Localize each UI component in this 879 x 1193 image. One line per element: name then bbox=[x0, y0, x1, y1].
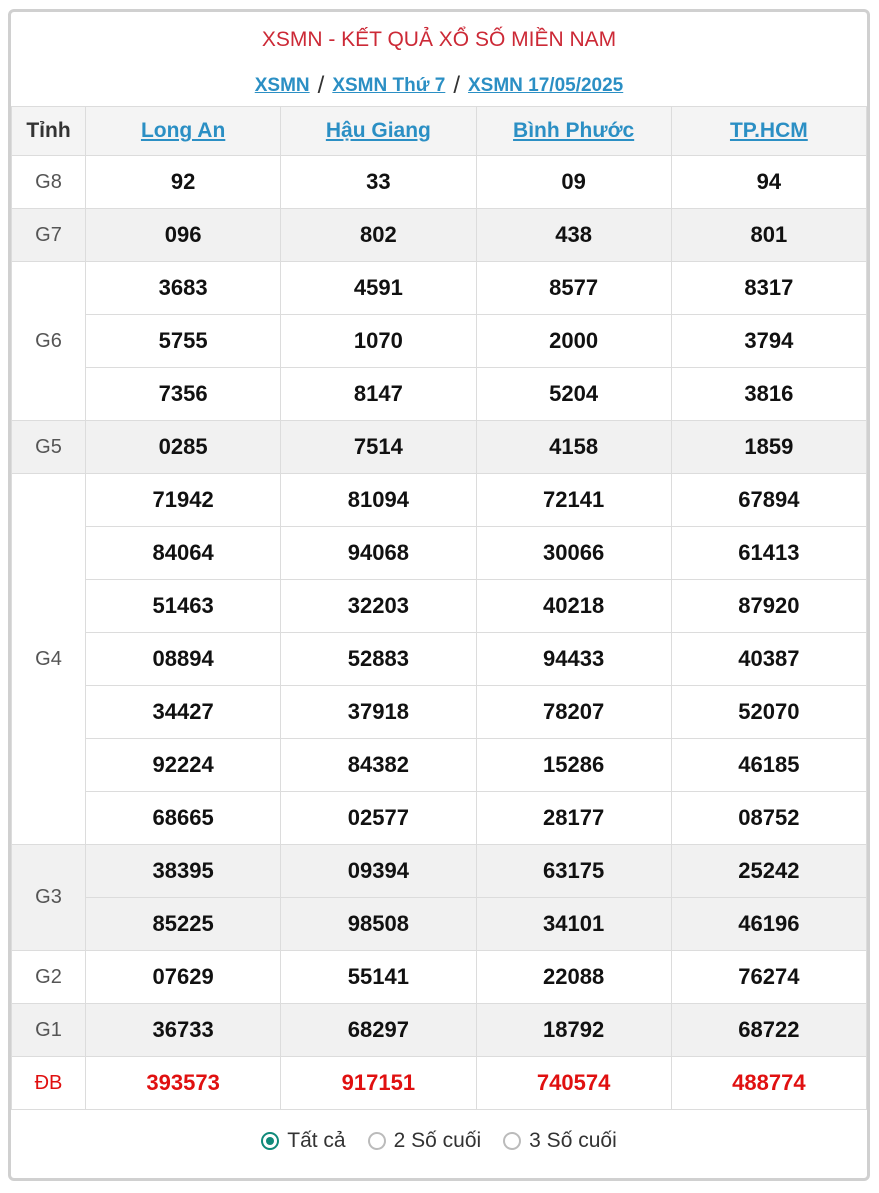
prize-label: G1 bbox=[12, 1004, 86, 1057]
prize-label: G4 bbox=[12, 474, 86, 845]
prize-number: 37918 bbox=[281, 686, 476, 739]
prize-number: 3816 bbox=[671, 368, 866, 421]
table-row bbox=[12, 421, 867, 474]
prize-number: 72141 bbox=[476, 474, 671, 527]
prize-number: 87920 bbox=[671, 580, 866, 633]
prize-number: 84382 bbox=[281, 739, 476, 792]
prize-number: 28177 bbox=[476, 792, 671, 845]
prize-number: 32203 bbox=[281, 580, 476, 633]
prize-label: G3 bbox=[12, 845, 86, 951]
prize-number: 5204 bbox=[476, 368, 671, 421]
prize-number: 8147 bbox=[281, 368, 476, 421]
digit-filter bbox=[11, 1110, 867, 1172]
prize-number: 85225 bbox=[86, 898, 281, 951]
prize-number: 51463 bbox=[86, 580, 281, 633]
prize-number: 4591 bbox=[281, 262, 476, 315]
breadcrumb-date-link[interactable]: XSMN 17/05/2025 bbox=[467, 75, 624, 96]
prize-number: 34427 bbox=[86, 686, 281, 739]
filter-option-last-3[interactable] bbox=[503, 1129, 617, 1153]
table-row bbox=[12, 845, 867, 898]
prize-number: 55141 bbox=[281, 951, 476, 1004]
prize-number: 3683 bbox=[86, 262, 281, 315]
province-header-binh-phuoc bbox=[476, 107, 671, 156]
prize-number: 68297 bbox=[281, 1004, 476, 1057]
prize-number: 7356 bbox=[86, 368, 281, 421]
radio-selected-icon[interactable] bbox=[261, 1132, 279, 1150]
prize-number: 22088 bbox=[476, 951, 671, 1004]
prize-number: 801 bbox=[671, 209, 866, 262]
table-row bbox=[12, 580, 867, 633]
prize-number: 1070 bbox=[281, 315, 476, 368]
prize-number: 0285 bbox=[86, 421, 281, 474]
prize-number: 3794 bbox=[671, 315, 866, 368]
table-row bbox=[12, 368, 867, 421]
filter-label: Tất cả bbox=[287, 1129, 346, 1152]
province-column-header: Tỉnh bbox=[12, 107, 86, 156]
prize-number: 76274 bbox=[671, 951, 866, 1004]
prize-number: 1859 bbox=[671, 421, 866, 474]
prize-number: 38395 bbox=[86, 845, 281, 898]
province-header-long-an bbox=[86, 107, 281, 156]
table-row bbox=[12, 527, 867, 580]
prize-number: 94 bbox=[671, 156, 866, 209]
prize-number: 40387 bbox=[671, 633, 866, 686]
prize-number: 096 bbox=[86, 209, 281, 262]
prize-number: 802 bbox=[281, 209, 476, 262]
prize-number: 02577 bbox=[281, 792, 476, 845]
radio-icon[interactable] bbox=[503, 1132, 521, 1150]
prize-number: 81094 bbox=[281, 474, 476, 527]
prize-number: 09 bbox=[476, 156, 671, 209]
province-header-tphcm bbox=[671, 107, 866, 156]
prize-label: G8 bbox=[12, 156, 86, 209]
prize-number: 438 bbox=[476, 209, 671, 262]
breadcrumb-separator: / bbox=[453, 72, 460, 99]
prize-label: G2 bbox=[12, 951, 86, 1004]
special-prize-number: 740574 bbox=[476, 1057, 671, 1110]
prize-number: 67894 bbox=[671, 474, 866, 527]
special-prize-number: 488774 bbox=[671, 1057, 866, 1110]
prize-number: 5755 bbox=[86, 315, 281, 368]
breadcrumb-xsmn-link[interactable]: XSMN bbox=[254, 75, 310, 96]
prize-label: G6 bbox=[12, 262, 86, 421]
prize-number: 34101 bbox=[476, 898, 671, 951]
prize-label: G7 bbox=[12, 209, 86, 262]
province-link[interactable]: Long An bbox=[140, 119, 226, 142]
prize-number: 36733 bbox=[86, 1004, 281, 1057]
table-row bbox=[12, 209, 867, 262]
prize-number: 09394 bbox=[281, 845, 476, 898]
prize-number: 15286 bbox=[476, 739, 671, 792]
filter-option-all[interactable] bbox=[261, 1129, 345, 1153]
prize-number: 46196 bbox=[671, 898, 866, 951]
prize-number: 30066 bbox=[476, 527, 671, 580]
province-link[interactable]: Hậu Giang bbox=[325, 119, 431, 142]
filter-option-last-2[interactable] bbox=[368, 1129, 482, 1153]
prize-number: 52070 bbox=[671, 686, 866, 739]
prize-number: 08752 bbox=[671, 792, 866, 845]
prize-number: 61413 bbox=[671, 527, 866, 580]
table-row bbox=[12, 156, 867, 209]
prize-number: 4158 bbox=[476, 421, 671, 474]
breadcrumb bbox=[11, 68, 867, 106]
prize-number: 8317 bbox=[671, 262, 866, 315]
prize-number: 18792 bbox=[476, 1004, 671, 1057]
prize-number: 68665 bbox=[86, 792, 281, 845]
prize-number: 08894 bbox=[86, 633, 281, 686]
table-row bbox=[12, 633, 867, 686]
prize-number: 07629 bbox=[86, 951, 281, 1004]
prize-number: 52883 bbox=[281, 633, 476, 686]
table-header-row bbox=[12, 107, 867, 156]
table-row bbox=[12, 262, 867, 315]
prize-number: 71942 bbox=[86, 474, 281, 527]
special-prize-number: 917151 bbox=[281, 1057, 476, 1110]
prize-number: 46185 bbox=[671, 739, 866, 792]
prize-number: 94068 bbox=[281, 527, 476, 580]
province-header-hau-giang bbox=[281, 107, 476, 156]
prize-number: 98508 bbox=[281, 898, 476, 951]
table-row bbox=[12, 792, 867, 845]
prize-number: 40218 bbox=[476, 580, 671, 633]
table-row bbox=[12, 739, 867, 792]
breadcrumb-weekday-link[interactable]: XSMN Thứ 7 bbox=[332, 75, 446, 96]
prize-label: G5 bbox=[12, 421, 86, 474]
results-card bbox=[8, 9, 870, 1181]
prize-number: 92 bbox=[86, 156, 281, 209]
table-row bbox=[12, 898, 867, 951]
prize-label: ĐB bbox=[12, 1057, 86, 1110]
radio-icon[interactable] bbox=[368, 1132, 386, 1150]
breadcrumb-separator: / bbox=[317, 72, 325, 99]
table-row bbox=[12, 686, 867, 739]
prize-number: 25242 bbox=[671, 845, 866, 898]
special-prize-number: 393573 bbox=[86, 1057, 281, 1110]
prize-number: 7514 bbox=[281, 421, 476, 474]
prize-number: 8577 bbox=[476, 262, 671, 315]
filter-label: 3 Số cuối bbox=[529, 1129, 617, 1152]
table-row bbox=[12, 951, 867, 1004]
prize-number: 84064 bbox=[86, 527, 281, 580]
province-link[interactable]: TP.HCM bbox=[729, 119, 808, 142]
prize-number: 33 bbox=[281, 156, 476, 209]
table-row bbox=[12, 474, 867, 527]
table-row bbox=[12, 1004, 867, 1057]
prize-number: 68722 bbox=[671, 1004, 866, 1057]
prize-number: 78207 bbox=[476, 686, 671, 739]
page-title: XSMN - KẾT QUẢ XỔ SỐ MIỀN NAM bbox=[261, 28, 617, 51]
table-row bbox=[12, 315, 867, 368]
prize-number: 92224 bbox=[86, 739, 281, 792]
results-body bbox=[12, 156, 867, 1110]
table-row bbox=[12, 1057, 867, 1110]
prize-number: 94433 bbox=[476, 633, 671, 686]
prize-number: 2000 bbox=[476, 315, 671, 368]
prize-number: 63175 bbox=[476, 845, 671, 898]
filter-label: 2 Số cuối bbox=[393, 1129, 482, 1152]
province-link[interactable]: Bình Phước bbox=[513, 119, 635, 142]
results-table bbox=[11, 106, 867, 1110]
